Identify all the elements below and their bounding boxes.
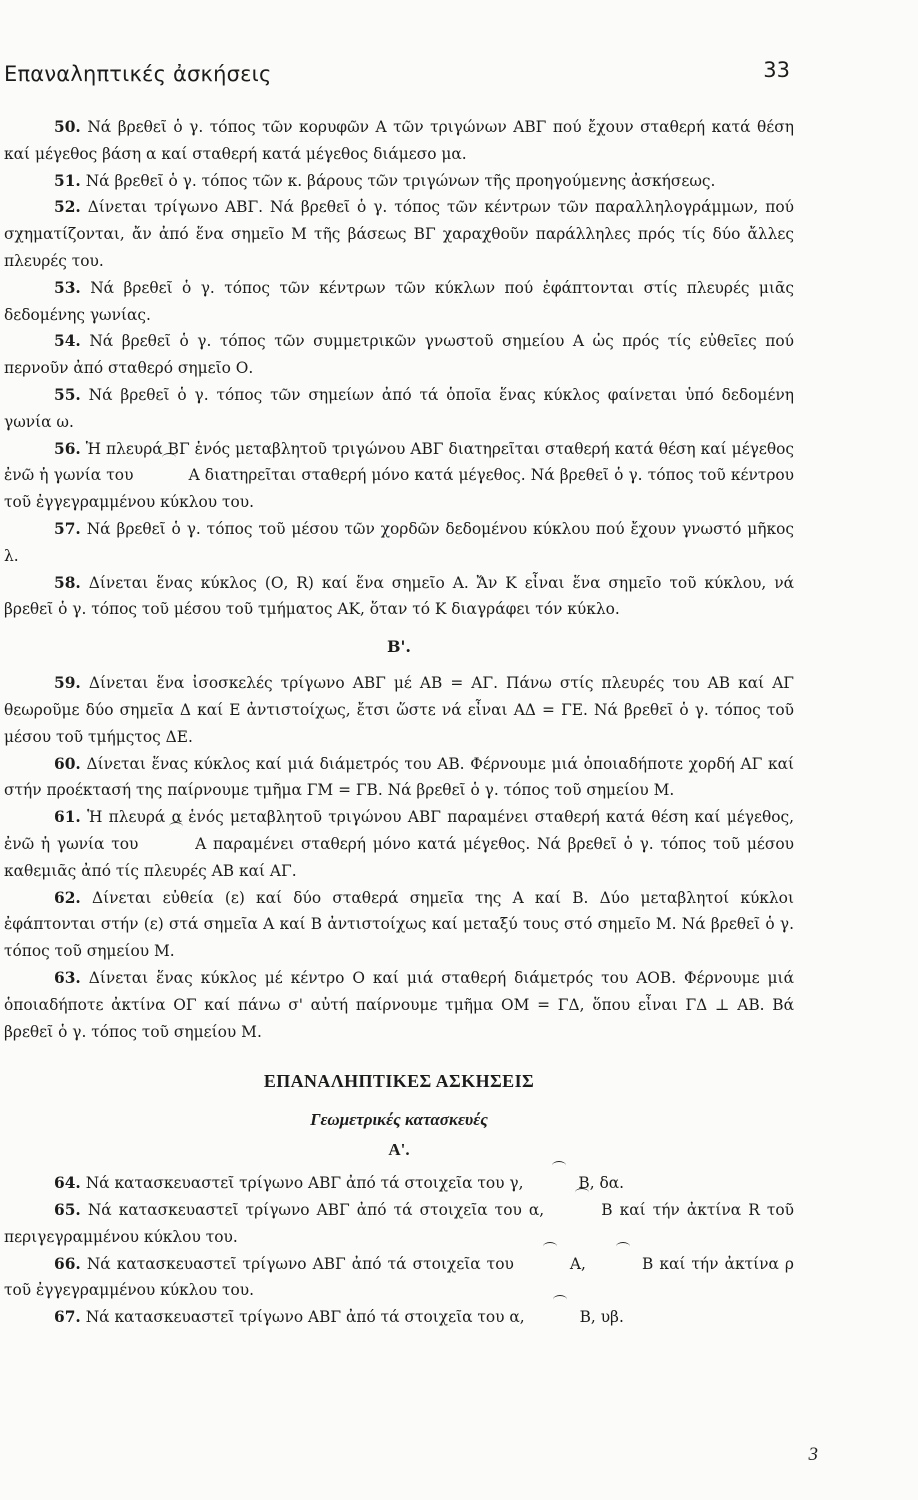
exercise-number: 66. [54,1254,81,1273]
exercise-text: Νά κατασκευαστεῖ τρίγωνο ΑΒΓ ἀπό τά στοιχεῖα του [86,1254,520,1273]
exercise-text: διατηρεῖται σταθερή μόνο κατά μέγεθος. Νά βρεθεῖ ὁ γ. τόπος τοῦ κέντρου τοῦ ἐγγεγραμμένου κύκλου του. [4,466,794,512]
exercise-text: Δίνεται ἕνας κύκλος (Ο, R) καί ἕνα σημεῖο Α. Ἄν Κ εἶναι ἕνα σημεῖο τοῦ κύκλου, νά βρεθεῖ ὁ γ. τόπος τοῦ μέσου τοῦ τμήματος ΑΚ, ὅταν τό Κ διαγράφει τόν κύκλο. [4,573,794,619]
exercise-number: 60. [54,754,81,773]
exercise-text: Νά κατασκευαστεῖ τρίγωνο ΑΒΓ ἀπό τά στοιχεῖα του α, [85,1308,530,1327]
page-number: 33 [763,58,790,82]
signature-mark: 3 [808,1444,818,1465]
angle-symbol: Α [520,1251,581,1278]
exercise-60 [4,751,794,805]
exercise-number: 56. [54,439,81,458]
exercise-number: 59. [54,674,81,693]
exercise-number: 54. [54,332,81,351]
exercise-text: Νά βρεθεῖ ὁ γ. τόπος τῶν συμμετρικῶν γνωστοῦ σημείου Α ὡς πρός τίς εὐθεῖες πού περνοῦν ἀπό σταθερό σημεῖο Ο. [4,332,794,378]
exercise-57 [4,516,794,570]
exercise-62 [4,885,794,965]
exercise-text: , δα. [589,1174,625,1193]
angle-symbol: Β [530,1304,591,1331]
exercise-58 [4,570,794,624]
exercise-64 [4,1170,794,1197]
exercise-text: Νά βρεθεῖ ὁ γ. τόπος τῶν σημείων ἀπό τά ὁποῖα ἕνας κύκλος φαίνεται ὑπό δεδομένη γωνία ω. [4,385,794,431]
exercise-53 [4,275,794,329]
angle-symbol: Α [139,462,200,489]
exercise-number: 50. [54,118,81,136]
section-subtitle: Γεωμετρικές κατασκευές [310,1110,488,1130]
exercise-number: 53. [54,278,81,297]
exercise-text: Ἡ πλευρά α ἑνός μεταβλητοῦ τριγώνου ΑΒΓ παραμένει σταθερή κατά θέση καί μέγεθος, ἐνῶ ἡ γωνία του [4,808,794,853]
exercise-56 [4,436,794,516]
angle-symbol: Β [551,1197,612,1224]
exercise-text: καί τήν ἀκτίνα R τοῦ περιγεγραμμένου κύκλου του. [4,1201,794,1246]
exercise-text: Δίνεται ἕνας κύκλος μέ κέντρο Ο καί μιά σταθερή διάμετρός του ΑΟΒ. Φέρνουμε μιά ὁποιαδήποτε ἀκτίνα ΟΓ καί πάνω σ' αὐτή παίρνουμε τμῆμα ΟΜ = ΓΔ, ὅπου εἶναι ΓΔ ⊥ ΑΒ. Βά βρεθεῖ ὁ γ. τόπος τοῦ σημείου Μ. [4,968,794,1041]
exercise-text: Νά βρεθεῖ ὁ γ. τόπος τῶν κορυφῶν Α τῶν τριγώνων ΑΒΓ πού ἔχουν σταθερή κατά θέση καί μέγεθος βάση α καί σταθερή κατά μέγεθος διάμεσο μα. [4,118,794,163]
exercise-text: , [581,1254,592,1273]
section-a-heading: Α'. [388,1140,410,1160]
exercise-number: 61. [54,808,81,827]
section-b-heading: Β'. [387,637,411,657]
exercise-number: 58. [54,573,81,592]
exercise-54 [4,328,794,382]
exercise-number: 64. [54,1174,81,1193]
exercise-text: , υβ. [590,1308,624,1327]
exercise-text: Νά κατασκευαστεῖ τρίγωνο ΑΒΓ ἀπό τά στοιχεῖα του γ, [85,1174,529,1193]
exercise-67 [4,1304,794,1331]
exercise-59 [4,670,794,750]
exercise-55 [4,382,794,436]
exercise-number: 65. [54,1201,81,1220]
exercise-text: Δίνεται ἕνα ἰσοσκελές τρίγωνο ΑΒΓ μέ ΑΒ = ΑΓ. Πάνω στίς πλευρές του ΑΒ καί ΑΓ θεωροῦμε δύο σημεῖα Δ καί Ε ἀντιστοίχως, ἔτσι ὥστε νά εἶναι ΑΔ = ΓΕ. Νά βρεθεῖ ὁ γ. τόπος τοῦ μέσου τοῦ τμήμςτος ΔΕ. [4,674,794,746]
exercise-text: Δίνεται εὐθεία (ε) καί δύο σταθερά σημεῖα της Α καί Β. Δύο μεταβλητοί κύκλοι ἐφάπτονται στήν (ε) στά σημεῖα Α καί Β ἀντιστοίχως καί μεταξύ τους στό σημεῖο Μ. Νά βρεθεῖ ὁ γ. τόπος τοῦ σημείου Μ. [4,888,794,961]
angle-symbol: Β [528,1170,589,1197]
exercise-number: 57. [54,519,81,538]
exercise-number: 67. [54,1308,81,1327]
exercise-number: 51. [54,171,81,190]
angle-symbol: Α [145,831,206,858]
angle-symbol: Β [592,1251,653,1278]
exercise-number: 62. [54,888,81,907]
exercise-text: Δίνεται ἕνας κύκλος καί μιά διάμετρός του ΑΒ. Φέρνουμε μιά ὁποιαδήποτε χορδή ΑΓ καί στήν προέκτασή της παίρνουμε τμῆμα ΓΜ = ΓΒ. Νά βρεθεῖ ὁ γ. τόπος τοῦ σημείου Μ. [4,754,794,800]
section-title: ΕΠΑΝΑΛΗΠΤΙΚΕΣ ΑΣΚΗΣΕΙΣ [263,1071,535,1092]
exercise-number: 55. [54,385,81,404]
exercise-text: Ἡ πλευρά ΒΓ ἑνός μεταβλητοῦ τριγώνου ΑΒΓ διατηρεῖται σταθερή κατά θέση καί μέγεθος ἐνῶ ἡ γωνία του [4,439,794,485]
exercise-63 [4,965,794,1045]
exercise-text: καί τήν ἀκτίνα ρ τοῦ ἐγγεγραμμένου κύκλου του. [4,1254,794,1300]
exercise-text: παραμένει σταθερή μόνο κατά μέγεθος. Νά βρεθεῖ ὁ γ. τόπος τοῦ μέσου καθεμιᾶς ἀπό τίς πλευρές ΑΒ καί ΑΓ. [4,834,795,880]
exercise-number: 52. [54,198,81,217]
exercise-52 [4,194,794,274]
exercise-61 [4,804,794,884]
page-content [4,114,794,1331]
exercise-50 [4,114,794,168]
exercise-51 [4,168,794,195]
exercise-66 [4,1251,794,1305]
exercise-text: Νά κατασκευαστεῖ τρίγωνο ΑΒΓ ἀπό τά στοιχεῖα του α, [87,1201,552,1220]
exercise-text: Νά βρεθεῖ ὁ γ. τόπος τῶν κέντρων τῶν κύκλων πού ἐφάπτονται στίς πλευρές μιᾶς δεδομένης γωνίας. [4,278,794,324]
exercise-text: Νά βρεθεῖ ὁ γ. τόπος τοῦ μέσου τῶν χορδῶν δεδομένου κύκλου πού ἔχουν γνωστό μῆκος λ. [4,519,794,565]
exercise-65 [4,1197,794,1251]
exercise-text: Νά βρεθεῖ ὁ γ. τόπος τῶν κ. βάρους τῶν τριγώνων τῆς προηγούμενης ἀσκήσεως. [85,171,716,190]
running-title: Επαναληπτικές ἀσκήσεις [4,62,272,86]
exercise-text: Δίνεται τρίγωνο ΑΒΓ. Νά βρεθεῖ ὁ γ. τόπος τῶν κέντρων τῶν παραλληλογράμμων, πού σχηματίζονται, ἄν ἀπό ἕνα σημεῖο Μ τῆς βάσεως ΒΓ χαραχθοῦν παράλληλες πρός τίς δύο ἄλλες πλευρές του. [4,198,794,270]
exercise-number: 63. [54,968,81,987]
